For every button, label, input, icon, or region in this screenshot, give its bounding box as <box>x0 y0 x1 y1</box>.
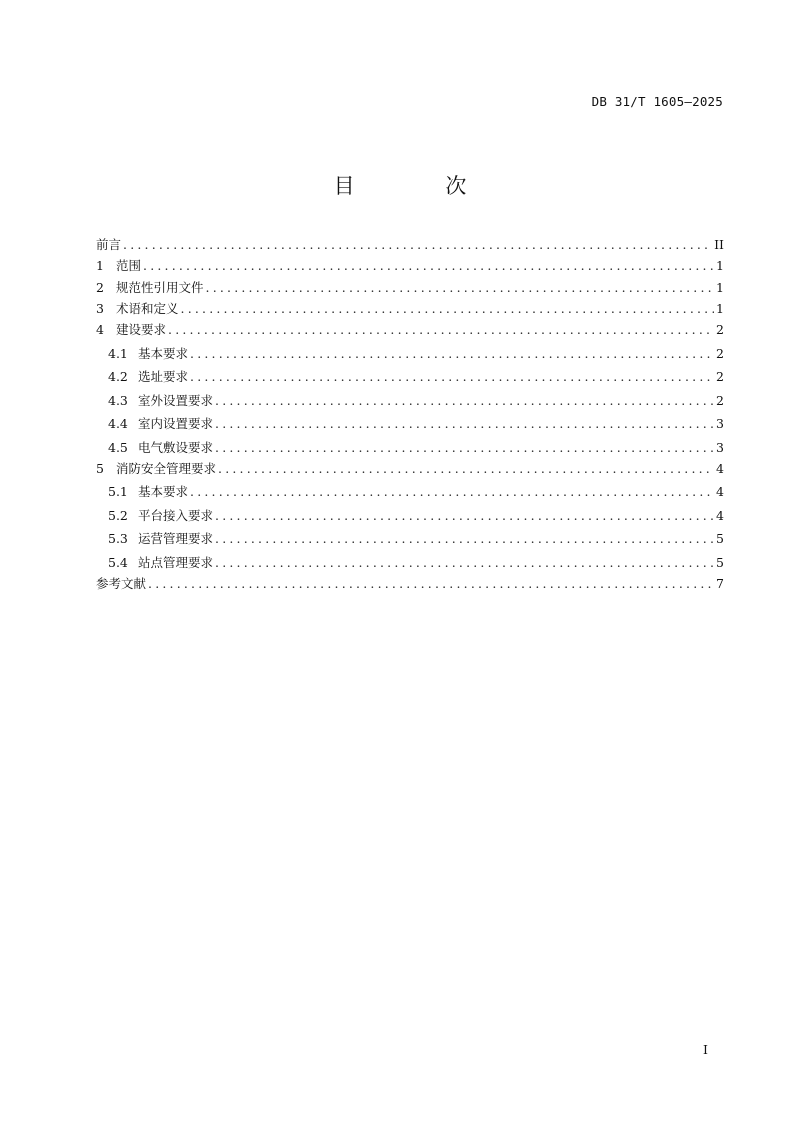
toc-entry-1[interactable] <box>96 257 724 275</box>
toc-dot-leader <box>123 236 712 254</box>
toc-entry-number: 5.4 <box>108 554 128 570</box>
toc-dot-leader <box>218 460 714 478</box>
toc-entry-number: 3 <box>96 300 104 316</box>
toc-dot-leader <box>206 279 715 297</box>
toc-entry-page: 4 <box>716 460 724 476</box>
toc-title: 目 次 <box>333 174 509 198</box>
toc-dot-leader <box>181 300 715 318</box>
toc-entry-page: 1 <box>716 300 724 316</box>
toc-entry-label: 术语和定义 <box>116 300 179 316</box>
toc-entry-4-5[interactable] <box>96 439 724 457</box>
toc-entry-4-4[interactable] <box>96 415 724 433</box>
toc-entry-page: 1 <box>716 279 724 295</box>
toc-entry-2[interactable] <box>96 279 724 297</box>
toc-entry-page: 7 <box>716 576 724 592</box>
toc-entry-4-3[interactable] <box>96 392 724 410</box>
toc-entry-label: 选址要求 <box>138 369 189 385</box>
toc-entry-number: 2 <box>96 279 104 295</box>
toc-entry-5-1[interactable] <box>96 483 724 501</box>
toc-entry-label: 建设要求 <box>116 322 167 338</box>
toc-entry-number: 5 <box>96 460 104 476</box>
toc-entry-label: 范围 <box>116 258 142 274</box>
toc-dot-leader <box>168 321 714 339</box>
toc-entry-number: 4.2 <box>108 369 128 385</box>
toc-entry-number: 5.2 <box>108 507 128 523</box>
toc-entry-label: 站点管理要求 <box>138 554 214 570</box>
toc-entry-number: 4.1 <box>108 345 128 361</box>
toc-entry-number: 4.5 <box>108 439 128 455</box>
toc-dot-leader <box>215 530 714 548</box>
toc-entry-number: 4.3 <box>108 392 128 408</box>
toc-entry-label: 基本要求 <box>138 345 189 361</box>
toc-entry-page: 2 <box>716 392 724 408</box>
toc-dot-leader <box>143 257 714 275</box>
toc-entry-bibliography[interactable] <box>96 575 724 593</box>
toc-entry-3[interactable] <box>96 300 724 318</box>
toc-entry-page: 2 <box>716 322 724 338</box>
toc-dot-leader <box>215 415 714 433</box>
toc-entry-label: 参考文献 <box>96 576 147 592</box>
toc-dot-leader <box>215 554 714 572</box>
toc-entry-foreword[interactable] <box>96 236 724 254</box>
toc-entry-page: 3 <box>716 439 724 455</box>
toc-entry-label: 室内设置要求 <box>138 416 214 432</box>
toc-entry-label: 规范性引用文件 <box>116 279 204 295</box>
toc-entry-number: 4.4 <box>108 416 128 432</box>
toc-dot-leader <box>215 507 714 525</box>
toc-entry-label: 消防安全管理要求 <box>116 460 217 476</box>
toc-entry-page: II <box>714 237 724 252</box>
toc-entry-number: 5.1 <box>108 484 128 500</box>
toc-entry-label: 室外设置要求 <box>138 392 214 408</box>
table-of-contents <box>96 236 724 597</box>
toc-dot-leader <box>190 483 714 501</box>
page-number: I <box>703 1042 708 1057</box>
toc-entry-number: 5.3 <box>108 531 128 547</box>
toc-dot-leader <box>215 439 714 457</box>
toc-dot-leader <box>148 575 714 593</box>
toc-dot-leader <box>215 392 714 410</box>
toc-entry-page: 5 <box>716 531 724 547</box>
toc-entry-label: 运营管理要求 <box>138 531 214 547</box>
toc-entry-page: 4 <box>716 507 724 523</box>
toc-entry-4-1[interactable] <box>96 345 724 363</box>
toc-entry-5-4[interactable] <box>96 554 724 572</box>
toc-entry-page: 5 <box>716 554 724 570</box>
toc-entry-number: 4 <box>96 322 104 338</box>
toc-entry-label: 前言 <box>96 237 122 252</box>
toc-entry-page: 1 <box>716 258 724 274</box>
toc-entry-label: 电气敷设要求 <box>138 439 214 455</box>
toc-entry-label: 基本要求 <box>138 484 189 500</box>
toc-entry-label: 平台接入要求 <box>138 507 214 523</box>
toc-entry-4[interactable] <box>96 321 724 339</box>
toc-entry-5[interactable] <box>96 460 724 478</box>
toc-dot-leader <box>190 368 714 386</box>
document-code: DB 31/T 1605—2025 <box>591 94 723 109</box>
toc-entry-page: 2 <box>716 345 724 361</box>
toc-entry-4-2[interactable] <box>96 368 724 386</box>
toc-dot-leader <box>190 345 714 363</box>
toc-entry-page: 3 <box>716 416 724 432</box>
toc-entry-5-2[interactable] <box>96 507 724 525</box>
toc-entry-page: 4 <box>716 484 724 500</box>
toc-entry-number: 1 <box>96 258 104 274</box>
toc-entry-page: 2 <box>716 369 724 385</box>
toc-entry-5-3[interactable] <box>96 530 724 548</box>
